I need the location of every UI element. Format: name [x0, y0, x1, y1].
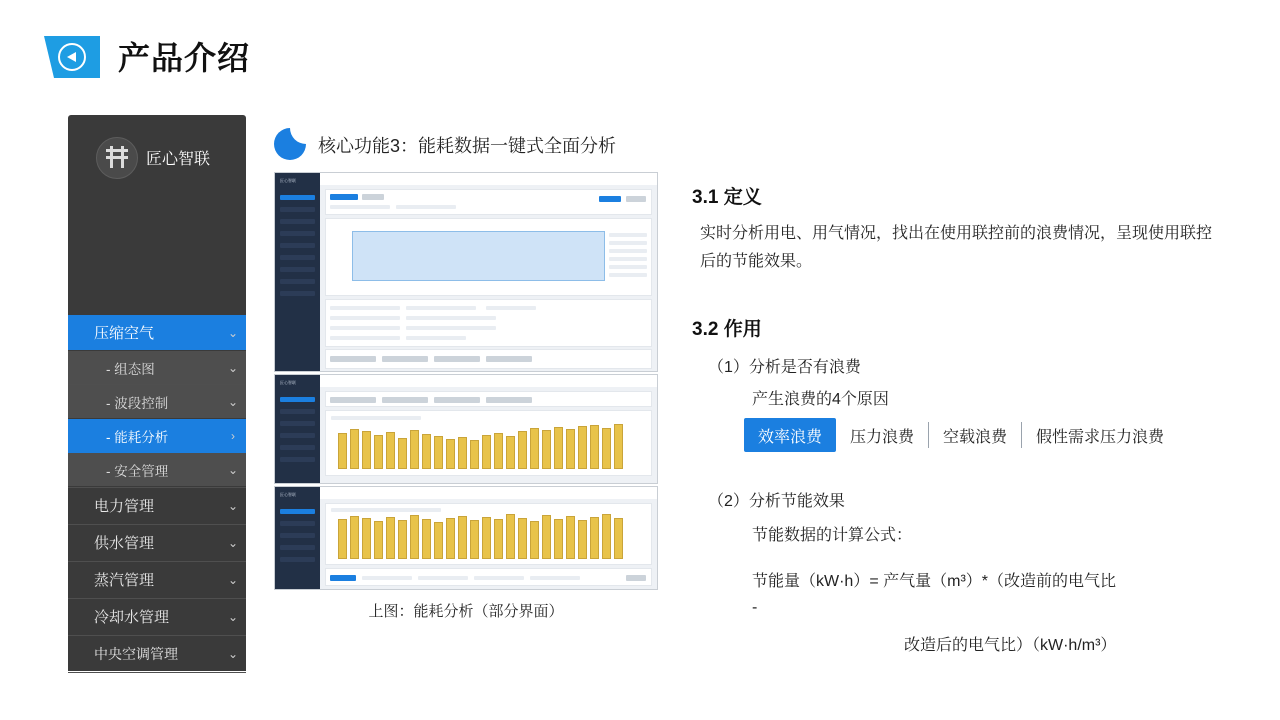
sidebar-item-label: - 波段控制: [106, 395, 169, 411]
chevron-down-icon: ⌄: [227, 325, 239, 340]
logo-icon: [96, 137, 138, 179]
section-3-1-text: 实时分析用电、用气情况，找出在使用联控前的浪费情况，呈现使用联控后的节能效果。: [700, 225, 1213, 270]
chevron-down-icon: ⌄: [227, 394, 239, 409]
sidebar-item-label: 中央空调管理: [94, 645, 178, 662]
screenshot-stack: [274, 172, 658, 590]
feature-heading-row: [274, 124, 674, 164]
sidebar-item-compressed-air[interactable]: [68, 315, 246, 350]
reason-label-idle[interactable]: 空载浪费: [943, 428, 1008, 446]
app-navigation-panel: [68, 115, 246, 662]
chevron-right-icon: ›: [231, 429, 235, 443]
chevron-down-icon: ⌄: [227, 646, 239, 661]
screenshot-usage-statistics: [274, 374, 658, 484]
chevron-down-icon: ⌄: [227, 498, 239, 513]
sidebar-item-label: 冷却水管理: [94, 609, 170, 626]
pie-chart-icon: [274, 128, 306, 160]
sidebar-item-safety-management[interactable]: [68, 453, 246, 486]
formula-line-1: 节能量（kW·h）= 产气量（m³）*（改造前的电气比: [752, 573, 1117, 590]
sidebar-item-label: 供水管理: [94, 535, 155, 552]
list-item-2: （2）分析节能效果: [708, 493, 845, 510]
sidebar-item-central-ac-management[interactable]: [68, 636, 246, 671]
sidebar-item-label: - 安全管理: [106, 463, 169, 479]
sidebar-item-label: 电力管理: [94, 498, 155, 515]
list-item-2-sub: 节能数据的计算公式：: [752, 527, 913, 544]
sidebar-item-energy-analysis[interactable]: [68, 419, 246, 453]
formula-line-3: 改造后的电气比）（kW·h/m³）: [904, 637, 1117, 654]
list-item-1: （1）分析是否有浪费: [708, 359, 861, 376]
formula-line-2: -: [752, 599, 758, 616]
mock-content: [320, 185, 657, 371]
chevron-down-icon: ⌄: [227, 609, 239, 624]
chevron-down-icon: ⌄: [227, 360, 239, 375]
chevron-down-icon: ⌄: [227, 535, 239, 550]
mock-brand-label: 匠心智联: [280, 178, 296, 183]
list-item-1-sub: 产生浪费的4个原因: [752, 391, 889, 408]
section-3-1-title: 3.1 定义: [692, 187, 762, 208]
reason-chip-group: [744, 418, 1178, 452]
mock-brand-label: 匠心智联: [280, 380, 296, 385]
chevron-down-icon: ⌄: [227, 572, 239, 587]
sidebar-item-power-management[interactable]: [68, 488, 246, 523]
section-3-2-title: 3.2 作用: [692, 319, 762, 340]
mock-sidebar: [275, 173, 320, 371]
feature-heading: 核心功能3：能耗数据一键式全面分析: [318, 136, 617, 156]
chevron-down-icon: ⌄: [227, 462, 239, 477]
sidebar-item-label: - 组态图: [106, 361, 155, 377]
sidebar-item-configuration-diagram[interactable]: [68, 351, 246, 384]
page-title: 产品介绍: [118, 40, 251, 76]
sidebar-item-label: 压缩空气: [94, 325, 155, 342]
mock-brand-label: 匠心智联: [280, 492, 296, 497]
slide-header: [0, 0, 1280, 104]
sidebar-item-label: 蒸汽管理: [94, 572, 155, 589]
screenshot-energy-analysis: [274, 172, 658, 372]
app-logo: [68, 115, 246, 197]
sidebar-item-cooling-water-management[interactable]: [68, 599, 246, 634]
mock-sidebar: [275, 487, 320, 589]
sidebar-item-band-control[interactable]: [68, 385, 246, 418]
sidebar-item-water-supply-management[interactable]: [68, 525, 246, 560]
screenshot-efficiency-analysis: [274, 486, 658, 590]
mock-sidebar: [275, 375, 320, 483]
reason-label-false-demand[interactable]: 假性需求压力浪费: [1036, 428, 1165, 446]
app-logo-label: 匠心智联: [146, 151, 211, 168]
reason-label-pressure[interactable]: 压力浪费: [850, 428, 915, 446]
mock-content: [320, 499, 657, 589]
play-left-icon: [44, 36, 100, 78]
sidebar-item-steam-management[interactable]: [68, 562, 246, 597]
mock-content: [320, 387, 657, 483]
figure-caption: 上图：能耗分析（部分界面）: [368, 603, 564, 620]
reason-chip-efficiency[interactable]: 效率浪费: [744, 418, 836, 452]
sidebar-item-label: - 能耗分析: [106, 430, 169, 445]
